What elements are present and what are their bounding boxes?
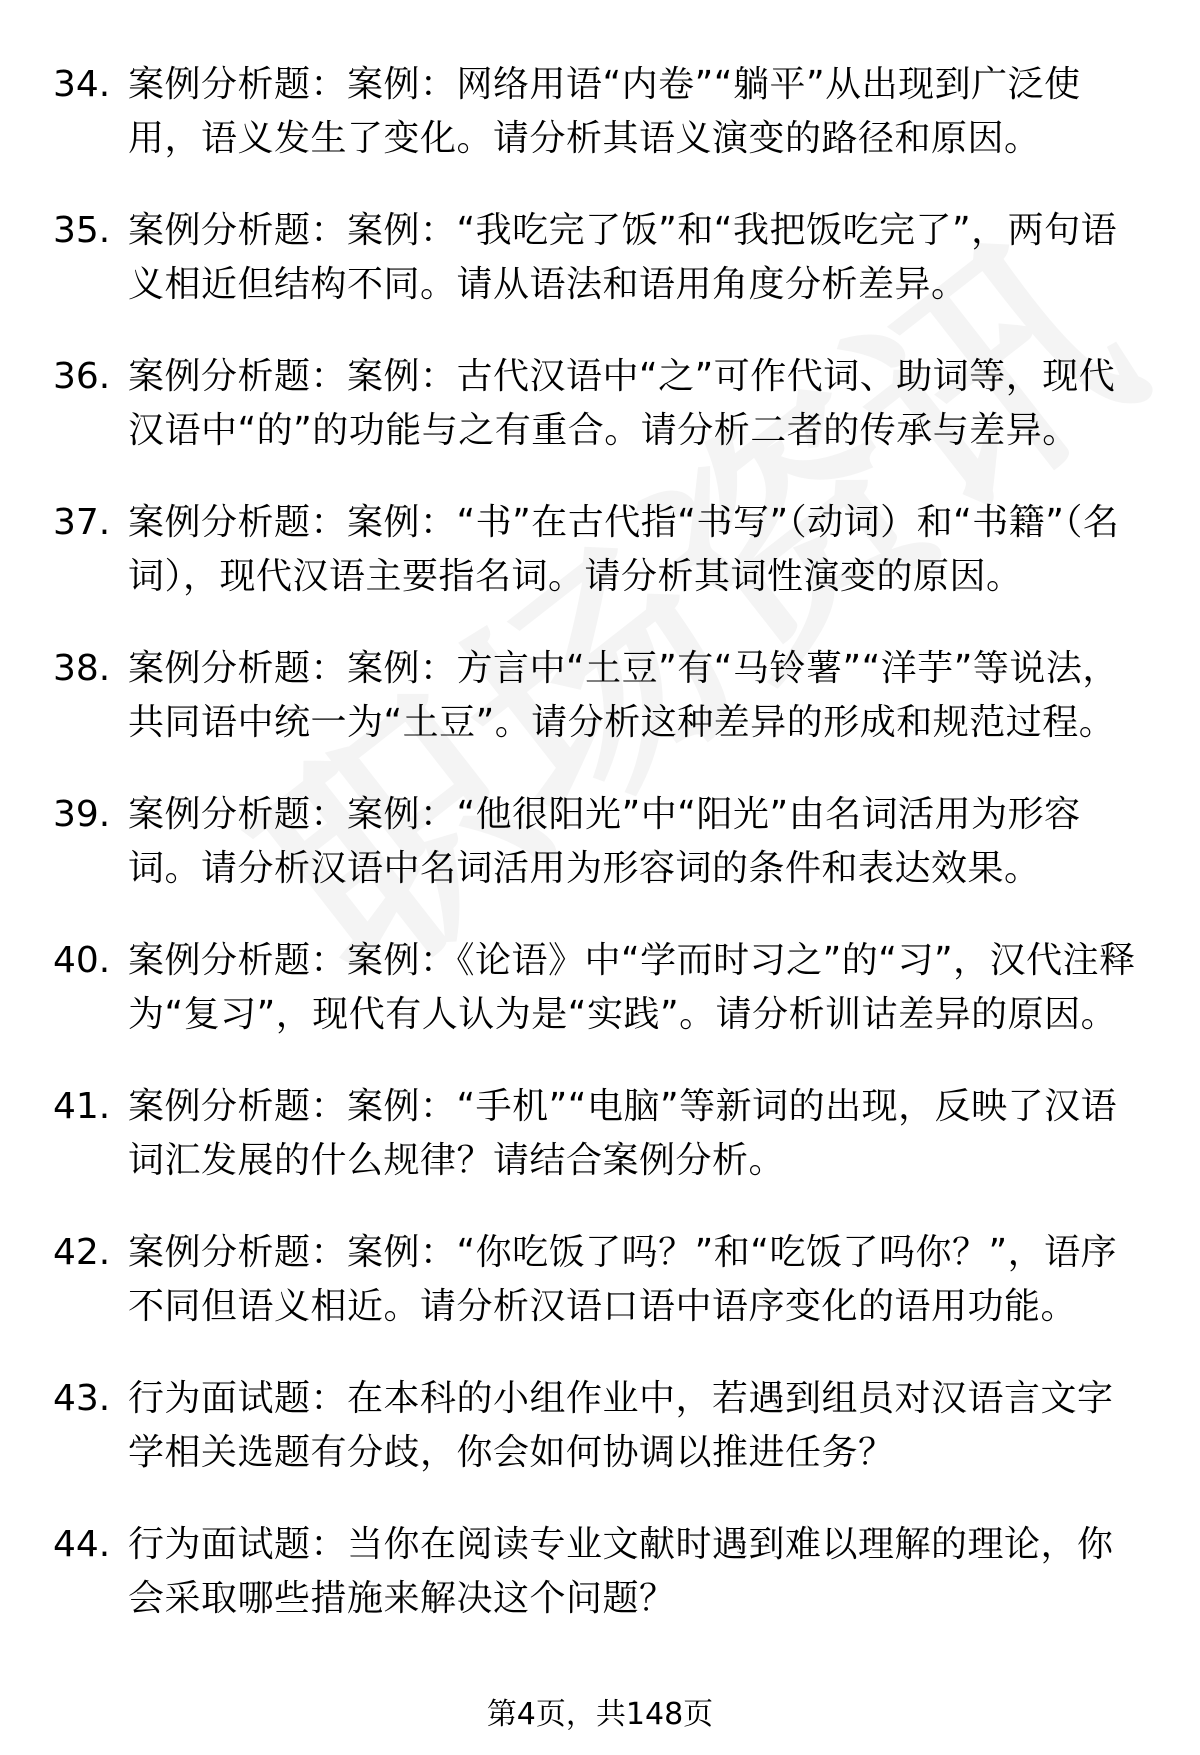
question-text: 案例分析题：案例：网络用语“内卷”“躺平”从出现到广泛使用，语义发生了变化。请分析其语义演变的路径和原因。 [128,64,1081,159]
question-number: 35. [53,210,111,251]
question-item [0,58,1200,166]
question-item [0,204,1200,312]
question-item [0,642,1200,750]
question-item [0,1372,1200,1480]
question-number: 37. [53,502,111,543]
question-text: 案例分析题：案例：“手机”“电脑”等新词的出现，反映了汉语词汇发展的什么规律？请结合案例分析。 [128,1086,1118,1181]
page-footer [0,1695,1200,1735]
question-item [0,350,1200,458]
question-number: 39. [53,794,111,835]
question-text: 案例分析题：案例：古代汉语中“之”可作代词、助词等，现代汉语中“的”的功能与之有重合。请分析二者的传承与差异。 [128,356,1116,451]
question-text: 行为面试题：当你在阅读专业文献时遇到难以理解的理论，你会采取哪些措施来解决这个问题？ [128,1524,1114,1619]
question-text: 案例分析题：案例：“你吃饭了吗？”和“吃饭了吗你？”，语序不同但语义相近。请分析汉语口语中语序变化的语用功能。 [128,1232,1118,1327]
question-item [0,788,1200,896]
question-number: 43. [53,1378,111,1419]
question-text: 行为面试题：在本科的小组作业中，若遇到组员对汉语言文字学相关选题有分歧，你会如何协调以推进任务？ [128,1378,1114,1473]
question-number: 42. [53,1232,111,1273]
question-number: 34. [53,64,111,105]
question-item [0,1518,1200,1626]
question-text: 案例分析题：案例：“书”在古代指“书写”（动词）和“书籍”（名词），现代汉语主要指名词。请分析其词性演变的原因。 [128,502,1120,597]
question-item [0,1080,1200,1188]
question-number: 38. [53,648,111,689]
question-number: 36. [53,356,111,397]
question-number: 40. [53,940,111,981]
question-item [0,934,1200,1042]
question-text: 案例分析题：案例：“我吃完了饭”和“我把饭吃完了”，两句语义相近但结构不同。请从语法和语用角度分析差异。 [128,210,1118,305]
question-number: 44. [53,1524,111,1565]
question-text: 案例分析题：案例：“他很阳光”中“阳光”由名词活用为形容词。请分析汉语中名词活用为形容词的条件和表达效果。 [128,794,1081,889]
page-number-text: 第4页，共148页 [486,1697,714,1732]
question-item [0,1226,1200,1334]
question-item [0,496,1200,604]
question-number: 41. [53,1086,111,1127]
question-text: 案例分析题：案例：方言中“土豆”有“马铃薯”“洋芋”等说法，共同语中统一为“土豆”。请分析这种差异的形成和规范过程。 [128,648,1119,743]
question-text: 案例分析题：案例：《论语》中“学而时习之”的“习”，汉代注释为“复习”，现代有人认为是“实践”。请分析训诂差异的原因。 [128,940,1136,1035]
question-list [0,58,1200,1664]
